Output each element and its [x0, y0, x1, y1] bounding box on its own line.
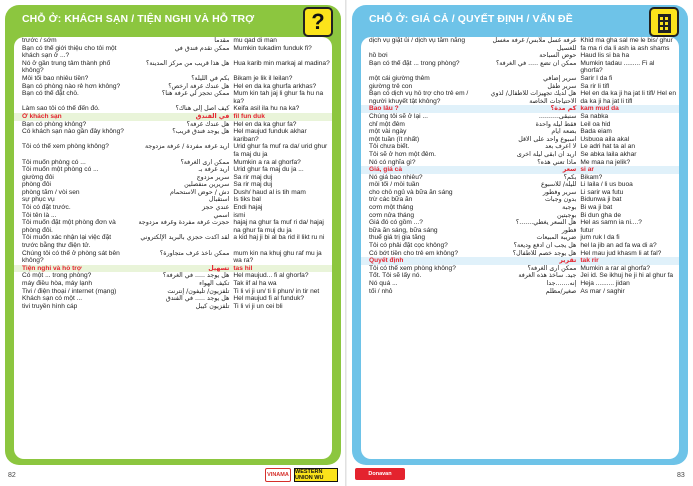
publisher-logo-right: Donavan: [355, 468, 405, 480]
left-page: [0, 0, 346, 486]
vietnamese-text: Nó có nghĩa gì?: [369, 158, 416, 166]
transliteration-text: Urid ghur fa muf ra da/ urid ghur fa maj du ja: [233, 143, 328, 158]
vietnamese-text: thuế giá trị gia tăng: [369, 234, 426, 242]
transliteration-text: Hel as samn ia ni....?: [580, 219, 642, 227]
phrase-row: [361, 143, 679, 151]
vietnamese-text: Tôi muốn phòng có ...: [22, 158, 86, 166]
vietnamese-text: Khách sạn có một ...: [22, 295, 83, 303]
right-phrase-panel: [361, 37, 679, 459]
vietnamese-text: giường trẻ con: [369, 82, 413, 90]
vietnamese-text: Bạn có dịch vụ hỗ trợ cho trẻ em / người khuyết tật không?: [369, 90, 469, 105]
vietnamese-text: Bạn có phòng không?: [22, 120, 87, 128]
arabic-text: فقط ليلة واحدة: [535, 120, 577, 128]
vietnamese-text: cho chỗ ngủ và bữa ăn sáng: [369, 188, 453, 196]
transliteration-text: mu qad di man: [233, 37, 277, 44]
building-icon: [649, 7, 679, 37]
phrase-row: [361, 189, 679, 197]
arabic-text: بوجبة: [562, 204, 577, 212]
arabic-text: هل يوجد فندق قريب؟: [172, 128, 230, 136]
phrase-row: [14, 250, 332, 265]
phrase-row: [14, 303, 332, 311]
vietnamese-text: máy điều hòa, máy lạnh: [22, 280, 93, 287]
phrase-row: [361, 234, 679, 242]
arabic-text: هل السعر يغطي.......؟: [515, 219, 577, 227]
vietnamese-text: Tôi sẽ ở hơn một đêm.: [369, 150, 436, 158]
vietnamese-text: trừ các bữa ăn: [369, 196, 413, 204]
transliteration-text: Jei id. Se ikhuj he ji hi al ghur fa: [580, 272, 674, 280]
vietnamese-text: Tôi chưa biết.: [369, 143, 410, 151]
vietnamese-text: Chúng tôi sẽ ở lại ...: [369, 112, 428, 120]
phrase-row: [14, 288, 332, 296]
transliteration-text: Me maa na jelik?: [580, 158, 631, 166]
phrase-row: [361, 83, 679, 91]
arabic-text: في الفندق: [129, 113, 232, 121]
vietnamese-text: Có một ... trong phòng?: [22, 272, 92, 280]
phrase-row: [14, 181, 332, 189]
phrase-row: [361, 272, 679, 280]
arabic-text: سرير وفطور: [542, 188, 577, 196]
phrase-row: [14, 128, 332, 143]
transliteration-text: Keifa asil ila hu na ka?: [233, 105, 300, 113]
section-header-row: [361, 166, 679, 174]
question-mark-icon: ?: [303, 7, 333, 37]
transliteration-text: Le adri hat ta al an: [580, 143, 635, 151]
transliteration-text: Heja .......... jidan: [580, 280, 630, 287]
vietnamese-text: Tôi muốn một phòng có ...: [22, 166, 99, 174]
phrase-row: [14, 75, 332, 83]
vietnamese-text: Tôi muốn xác nhận lại việc đặt trước bằng thư điện tử.: [22, 234, 112, 250]
arabic-text: هل يوجد ..... في الفندق: [165, 295, 230, 303]
transliteration-text: hajaj na ghur fa muf ri da/ hajaj na ghur fa muj du ja: [233, 219, 324, 234]
transliteration-text: Hel en da ka ghurfa arkhas?: [233, 82, 317, 90]
arabic-text: بدون وجبات: [544, 196, 577, 204]
vietnamese-text: hồ bơi: [369, 52, 388, 60]
vietnamese-text: Có bớt tiền cho trẻ em không?: [369, 249, 458, 257]
transliteration-text: Ti li vi ji un/ ti li phun/ in tir net: [233, 287, 320, 295]
transliteration-text: Sa nabka: [580, 112, 609, 120]
arabic-text: هل يوجد ..... في الغرفة؟: [162, 272, 230, 280]
arabic-text: أسبوع واحد على الأقل: [518, 135, 577, 143]
arabic-text: ممكن نأخذ غرف متجاورة؟: [159, 249, 230, 257]
arabic-text: كم مدة؟: [476, 105, 579, 113]
arabic-text: ممكن أن تضع ..... في الغرفة؟: [495, 59, 577, 67]
vietnamese-text: một cái giường thêm: [369, 74, 430, 82]
transliteration-text: Bi dun gha de: [580, 211, 622, 219]
transliteration-text: Haud lis si ba ha: [580, 52, 630, 60]
phrase-row: [361, 60, 679, 75]
transliteration-text: Li sarir wa futu: [580, 188, 624, 196]
transliteration-text: Urid ghur fa maj du ja ...: [233, 166, 304, 174]
arabic-text: تسهيل: [129, 265, 232, 273]
transliteration-text: As mar / saghir: [580, 287, 625, 295]
arabic-text: ممكن أرى الغرفة؟: [180, 158, 230, 166]
phrase-row: [14, 83, 332, 91]
transliteration-text: a kid haj ji bi al ba rid il likt ru ni: [233, 234, 325, 242]
transliteration-text: futur: [580, 226, 594, 234]
arabic-text: هل يوجد خصم للأطفال؟: [512, 249, 577, 257]
arabic-text: اسمي: [213, 211, 230, 219]
phrase-row: [361, 265, 679, 273]
vietnamese-text: Bạn có phòng nào rẻ hơn không?: [22, 82, 121, 90]
vietnamese-text: Tivi / điện thoại / internet (mạng): [22, 287, 117, 295]
phrase-row: [14, 90, 332, 105]
phrase-row: [361, 128, 679, 136]
phrase-row: [361, 280, 679, 288]
phrase-row: [14, 280, 332, 288]
phrase-row: [361, 250, 679, 258]
transliteration-text: Dush/ haud al is tih mam: [233, 188, 306, 196]
section-header-row: [361, 257, 679, 265]
phrase-row: [14, 159, 332, 167]
transliteration-text: tak rir: [578, 257, 679, 265]
phrase-row: [14, 212, 332, 220]
vietnamese-text: một tuần (ít nhất): [369, 135, 420, 143]
phrase-row: [14, 196, 332, 204]
arabic-text: سرير إضافي: [543, 74, 577, 82]
transliteration-text: Leil oa hid: [580, 120, 611, 128]
transliteration-text: Sa rir maj duj: [233, 181, 273, 189]
arabic-text: سرير طفل: [547, 82, 577, 90]
transliteration-text: Bada eiam: [580, 128, 612, 136]
arabic-text: سنبقى..........: [538, 112, 577, 120]
arabic-text: بكم؟: [563, 173, 577, 181]
vietnamese-text: Làm sao tôi có thể đến đó.: [22, 105, 100, 113]
transliteration-text: tas hil: [231, 265, 332, 273]
arabic-text: سعر: [476, 166, 579, 174]
arabic-text: سريرين منفصلين: [184, 181, 230, 189]
left-phrase-panel: [14, 37, 332, 459]
phrase-row: [361, 52, 679, 60]
transliteration-text: Usbuoa aila akal: [580, 135, 630, 143]
phrase-row: [361, 219, 679, 227]
vietnamese-text: Bao lâu ?: [361, 105, 476, 113]
vietnamese-text: Chúng tôi có thể ở phòng sát bên không?: [22, 249, 120, 265]
vietnamese-text: cơm nửa tháng: [369, 211, 415, 219]
transliteration-text: Khid ma gha sal me le bis/ ghur fa ma ri da li ash ia ash shams: [580, 37, 673, 52]
right-phrase-table: [361, 37, 679, 295]
transliteration-text: Ti li vi ji un cei bli: [233, 302, 283, 310]
transliteration-text: Sa rir maj duj: [233, 173, 273, 181]
transliteration-text: Mum kin tah jaj li ghur fa hu na ka?: [233, 90, 324, 105]
arabic-text: استقبال: [208, 196, 230, 204]
vietnamese-text: Tôi muốn đặt một phòng đơn và phòng đôi.: [22, 219, 116, 234]
vietnamese-text: bữa ăn sáng, bữa sáng: [369, 226, 438, 234]
phrase-row: [361, 37, 679, 52]
arabic-text: لا أعرف بعد: [545, 143, 577, 151]
phrase-row: [14, 60, 332, 75]
vietnamese-text: Tôi có phải đặt cọc không?: [369, 242, 448, 250]
arabic-text: ممكن تقدم فندق في: [174, 44, 230, 52]
transliteration-text: ismi: [233, 211, 246, 219]
transliteration-text: mum kin na khuj ghu raf mu ja wa ra?: [233, 249, 322, 265]
transliteration-text: Mumkin tukadim funduk fi?: [233, 44, 312, 52]
transliteration-text: hel la jib an ad fa wa di a?: [580, 242, 657, 250]
arabic-text: أريد غرفة مفردة / غرفة مزدوجة: [144, 143, 230, 151]
right-page-number: 83: [677, 472, 685, 479]
vietnamese-text: trước / sớm: [22, 37, 57, 44]
arabic-text: حوض السباحة: [539, 52, 577, 60]
vietnamese-text: Có khách sạn nào gần đây không?: [22, 128, 124, 136]
phrase-row: [361, 121, 679, 129]
vietnamese-text: dịch vụ giặt ủi / dịch vụ tắm nắng: [369, 37, 466, 44]
vietnamese-text: Tôi tên là ...: [22, 211, 57, 219]
transliteration-text: si ar: [578, 166, 679, 174]
transliteration-text: Is tiks bal: [233, 196, 261, 204]
transliteration-text: Bidunwa ji bat: [580, 196, 622, 204]
phrase-row: [361, 204, 679, 212]
transliteration-text: Hel maujud funduk akhar kariban?: [233, 128, 307, 143]
arabic-text: غرفة غسل ملابس/ غرفة مغسل للغسيل: [492, 37, 577, 52]
arabic-text: هل هذا قريب من مركز المدينة؟: [145, 59, 230, 67]
vietnamese-text: tivi truyền hình cáp: [22, 302, 78, 310]
arabic-text: هل يجب أن أدفع وديعة؟: [513, 242, 577, 250]
arabic-text: دش / حوض الاستحمام: [169, 188, 230, 196]
transliteration-text: Mumkin a rar al ghorfa?: [580, 264, 650, 272]
vietnamese-text: Nó quá ...: [369, 280, 398, 287]
vietnamese-text: chỉ một đêm: [369, 120, 405, 128]
phrase-row: [14, 204, 332, 212]
phrase-row: [361, 181, 679, 189]
transliteration-text: kam mud da: [578, 105, 679, 113]
vietnamese-text: sự phục vụ: [22, 196, 55, 204]
vietnamese-text: Giá, giá cả: [361, 166, 476, 174]
vietnamese-text: Quyết định: [361, 257, 476, 265]
phrase-row: [361, 174, 679, 182]
transliteration-text: Se abka laila akhar: [580, 150, 637, 158]
phrase-row: [14, 166, 332, 174]
vietnamese-text: tối / nhỏ: [369, 287, 393, 295]
transliteration-text: Sa rir li tifl: [580, 82, 610, 90]
vietnamese-text: Mỗi tối bao nhiêu tiền?: [22, 74, 89, 82]
phrase-row: [361, 113, 679, 121]
arabic-text: حجزت غرفة مفردة وغرفة مزدوجة: [138, 219, 230, 227]
arabic-text: ماذا تعني هذه؟: [537, 158, 577, 166]
phrase-row: [14, 272, 332, 280]
transliteration-text: jum ruk l da fi: [580, 234, 620, 242]
transliteration-text: Bikam je lik il leilan?: [233, 74, 293, 82]
arabic-text: هل عندك غرفة؟: [186, 120, 230, 128]
vietnamese-text: Ở khách sạn: [14, 113, 129, 121]
vietnamese-text: Bạn có thể giới thiệu cho tôi một khách sạn ở ...?: [22, 44, 117, 60]
left-phrase-table: [14, 37, 332, 310]
arabic-text: ممكن أرى الغرفة؟: [527, 264, 577, 272]
transliteration-text: Hel en da ka ji ha jat li tifl/ Hel en da ka ji ha jat li tifl: [580, 90, 677, 105]
transliteration-text: fil fun duk: [231, 113, 332, 121]
vietnamese-text: Tiện nghi và hỗ trợ: [14, 265, 129, 273]
vietnamese-text: giường đôi: [22, 173, 54, 181]
arabic-text: أريد غرفة بـ: [198, 166, 230, 174]
vietnamese-text: Tôi có thể xem phòng không?: [22, 143, 109, 151]
left-page-number: 82: [8, 472, 16, 479]
phrase-row: [361, 159, 679, 167]
transliteration-text: Hua karib min markaj al madina?: [233, 59, 330, 67]
arabic-text: تلفزيون/ تليفون/ إنترنت: [167, 287, 230, 295]
arabic-text: تلفزيون كيبل: [195, 302, 230, 310]
arabic-text: ممكن تحجز لي غرفة هنا؟: [161, 90, 230, 98]
phrase-row: [14, 121, 332, 129]
publisher-logo-left: VINAMA: [265, 468, 291, 482]
section-header-row: [361, 105, 679, 113]
phrase-row: [361, 227, 679, 235]
phrase-row: [361, 288, 679, 296]
arabic-text: صغير/مظلم: [545, 287, 577, 295]
vietnamese-text: phòng tắm / vòi sen: [22, 188, 80, 196]
transliteration-text: Hel mau jud khasm li at fal?: [580, 249, 662, 257]
transliteration-text: Li laila / li us buoa: [580, 181, 633, 189]
transliteration-text: Mumkin tadau ......... Fi al ghorfa?: [580, 59, 655, 75]
vietnamese-text: mỗi tối / mỗi tuần: [369, 181, 420, 189]
transliteration-text: Sarir I da fi: [580, 74, 613, 82]
phrase-row: [14, 105, 332, 113]
phrase-row: [14, 174, 332, 182]
arabic-text: هل عندك غرفة أرخص؟: [168, 82, 230, 90]
phrase-row: [361, 196, 679, 204]
phrase-row: [14, 45, 332, 60]
vietnamese-text: Nó ở gần trung tâm thành phố không?: [22, 59, 111, 75]
section-header-row: [14, 113, 332, 121]
transliteration-text: Mumkin a ra al ghorfa?: [233, 158, 301, 166]
vietnamese-text: Tôi có thể xem phòng không?: [369, 264, 456, 272]
vietnamese-text: Nó giá bao nhiêu?: [369, 173, 423, 181]
arabic-text: عندي حجز: [202, 204, 230, 212]
arabic-text: فطور: [561, 226, 577, 234]
transliteration-text: Hel en da ka ghur fa?: [233, 120, 297, 128]
arabic-text: مقدما: [214, 37, 230, 44]
phrase-row: [361, 90, 679, 105]
vietnamese-text: cơm một tháng: [369, 204, 414, 212]
phrase-row: [14, 234, 332, 249]
arabic-text: أريد أن أبقى ليلة أخرى: [516, 150, 577, 158]
transliteration-text: Tak iif al ha wa: [233, 280, 277, 287]
left-page-title: CHỖ Ở: KHÁCH SẠN / TIỆN NGHI VÀ HỖ TRỢ: [22, 13, 255, 25]
phrase-row: [361, 151, 679, 159]
arabic-text: هل لديك تجهيزات للأطفال/ لذوي الاحتياجات الخاصة: [490, 90, 577, 105]
transliteration-text: Hel maujud fi al funduk?: [233, 295, 305, 303]
arabic-text: بوجبتين: [556, 211, 577, 219]
arabic-text: إنه.......جدا: [546, 280, 577, 287]
phrase-row: [14, 295, 332, 303]
arabic-text: بكم في الليلة؟: [191, 74, 230, 82]
vietnamese-text: Tôi có đặt trước.: [22, 204, 71, 212]
transliteration-text: Bikam?: [580, 173, 603, 181]
vietnamese-text: Bạn có thể đặt ... trong phòng?: [369, 59, 460, 67]
phrase-row: [361, 136, 679, 144]
phrase-row: [14, 219, 332, 234]
arabic-text: بضعة أيام: [551, 128, 577, 136]
arabic-text: جيد. سآخذ هذه الغرفة: [518, 272, 577, 280]
arabic-text: كيف أصل إلى هناك؟: [175, 105, 230, 113]
arabic-text: تقرير: [476, 257, 579, 265]
phrase-row: [14, 143, 332, 158]
section-header-row: [14, 265, 332, 273]
arabic-text: لقد أكدت حجزي بالبريد الإلكتروني: [140, 234, 230, 242]
arabic-text: لليلة/ للأسبوع: [541, 181, 577, 189]
vietnamese-text: phòng đôi: [22, 181, 51, 189]
phrase-row: [361, 75, 679, 83]
vietnamese-text: Bạn có thể đặt chỗ.: [22, 90, 79, 98]
vietnamese-text: Giá đó có gồm ...?: [369, 219, 423, 227]
transliteration-text: Bi wa ji bat: [580, 204, 613, 212]
transliteration-text: Hel maujud... fi al ghorfa?: [233, 272, 309, 280]
phrase-row: [361, 242, 679, 250]
phrase-row: [361, 212, 679, 220]
arabic-text: سرير مزدوج: [196, 173, 230, 181]
phrase-row: [14, 189, 332, 197]
right-page: [347, 0, 693, 486]
sponsor-logo: WESTERN UNION WU: [294, 468, 338, 482]
vietnamese-text: Tốt. Tôi sẽ lấy nó.: [369, 272, 422, 280]
arabic-text: ضريبة المبيعات: [536, 234, 577, 242]
vietnamese-text: một vài ngày: [369, 128, 407, 136]
transliteration-text: Endi hajaj: [233, 204, 263, 212]
arabic-text: تكيف الهواء: [199, 280, 230, 287]
right-page-title: CHỖ Ở: GIÁ CẢ / QUYẾT ĐỊNH / VẤN ĐỀ: [369, 13, 573, 25]
phrase-row: [14, 37, 332, 45]
